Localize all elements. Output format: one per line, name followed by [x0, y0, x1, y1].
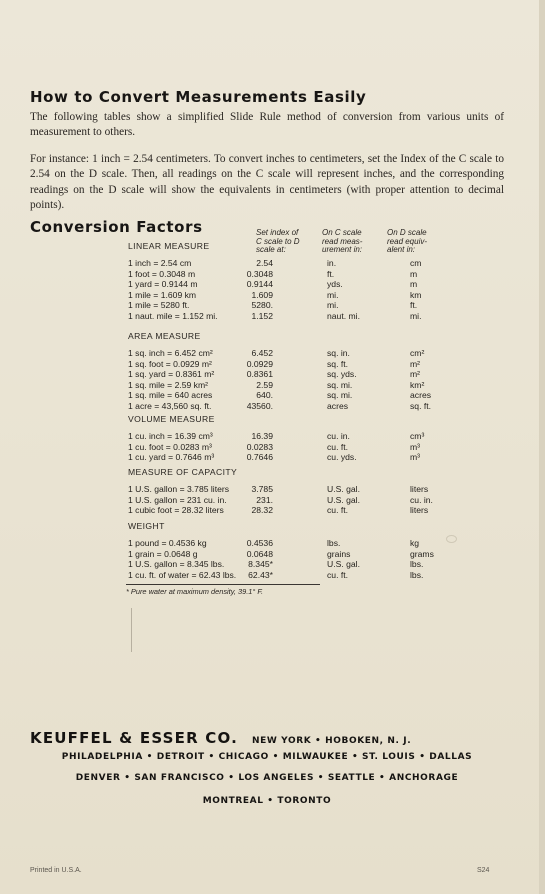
measure-cell: 1 sq. mile = 640 acres	[128, 390, 213, 400]
c-scale-cell: in.	[327, 258, 337, 268]
index-cell: 0.3048	[246, 268, 273, 279]
conversion-row	[0, 401, 545, 411]
measure-cell: 1 yard = 0.9144 m	[128, 279, 198, 289]
conversion-row	[0, 279, 545, 289]
measure-cell: 1 sq. foot = 0.0929 m²	[128, 358, 212, 369]
measure-cell: 1 sq. inch = 6.452 cm²	[128, 348, 213, 358]
index-cell: 0.0283	[246, 441, 273, 452]
conversion-row	[0, 559, 545, 569]
conversion-row	[0, 442, 545, 452]
c-scale-cell: sq. mi.	[327, 390, 353, 400]
index-cell: 2.54	[256, 258, 273, 268]
measure-cell: 1 inch = 2.54 cm	[128, 258, 192, 268]
index-cell: 640.	[256, 390, 273, 400]
c-scale-cell: U.S. gal.	[327, 494, 360, 505]
company-headquarters: NEW YORK • HOBOKEN, N. J.	[252, 736, 412, 746]
intro-paragraph-1: The following tables show a simplified Slide Rule method of conversion from various units of measurement to others.	[30, 111, 504, 139]
section-title: VOLUME MEASURE	[128, 414, 215, 424]
measure-cell: 1 cu. ft. of water = 62.43 lbs.	[128, 569, 237, 580]
c-scale-cell: U.S. gal.	[327, 559, 360, 569]
c-scale-cell: yds.	[327, 279, 343, 289]
d-scale-cell: lbs.	[410, 559, 424, 569]
d-scale-cell: m²	[410, 369, 421, 379]
conversion-row	[0, 570, 545, 580]
measure-cell: 1 foot = 0.3048 m	[128, 268, 196, 279]
c-scale-cell: cu. in.	[327, 431, 350, 441]
c-scale-cell: lbs.	[327, 538, 341, 548]
index-cell: 1.609	[251, 289, 273, 300]
c-scale-cell: sq. mi.	[327, 379, 353, 390]
measure-cell: 1 acre = 43,560 sq. ft.	[128, 400, 212, 411]
conversion-row	[0, 369, 545, 379]
branch-cities-line-3: MONTREAL • TORONTO	[202, 796, 332, 806]
conversion-row	[0, 452, 545, 462]
d-scale-cell: cm²	[410, 348, 425, 358]
measure-cell: 1 sq. yard = 0.8361 m²	[128, 369, 215, 379]
measure-cell: 1 cu. inch = 16.39 cm³	[128, 431, 213, 441]
c-scale-cell: mi.	[327, 289, 339, 300]
index-cell: 0.0648	[246, 548, 273, 559]
measure-cell: 1 sq. mile = 2.59 km²	[128, 379, 208, 390]
column-header-c-scale: On C scale read meas- urement in:	[322, 228, 363, 255]
index-cell: 5280.	[251, 300, 273, 310]
branch-cities-line-1: PHILADELPHIA • DETROIT • CHICAGO • MILWAUKEE • ST. LOUIS • DALLAS	[61, 752, 473, 762]
index-cell: 6.452	[251, 348, 273, 358]
conversion-factors-title: Conversion Factors	[30, 218, 203, 236]
intro-paragraph-2: For instance: 1 inch = 2.54 centimeters. To convert inches to centimeters, set the Index of the C scale to 2.54 on the D scale. Then, all readings on the C scale will represent inches, and the corresponding readings on the D scale will show the equivalents in centimeters (with proper attention to decimal points).	[30, 153, 504, 212]
c-scale-cell: cu. yds.	[327, 452, 357, 462]
d-scale-cell: m³	[410, 441, 421, 452]
section-title: MEASURE OF CAPACITY	[128, 467, 238, 477]
d-scale-cell: km²	[410, 379, 425, 390]
measure-cell: 1 cu. foot = 0.0283 m³	[128, 441, 212, 452]
conversion-row	[0, 505, 545, 515]
d-scale-cell: cm³	[410, 431, 425, 441]
pencil-mark	[131, 608, 132, 652]
index-cell: 43560.	[246, 400, 273, 411]
c-scale-cell: ft.	[327, 268, 335, 279]
measure-cell: 1 grain = 0.0648 g	[128, 548, 198, 559]
d-scale-cell: liters	[410, 505, 429, 515]
d-scale-cell: sq. ft.	[410, 400, 432, 411]
c-scale-cell: grains	[327, 548, 351, 559]
index-cell: 62.43*	[248, 569, 273, 580]
section-title: WEIGHT	[128, 521, 165, 531]
page-heading: How to Convert Measurements Easily	[30, 88, 367, 106]
index-cell: 16.39	[251, 431, 273, 441]
c-scale-cell: U.S. gal.	[327, 484, 360, 494]
conversion-row	[0, 359, 545, 369]
measure-cell: 1 mile = 1.609 km	[128, 289, 197, 300]
d-scale-cell: grams	[410, 548, 434, 559]
d-scale-cell: m²	[410, 358, 421, 369]
conversion-row	[0, 290, 545, 300]
d-scale-cell: acres	[410, 390, 432, 400]
conversion-row	[0, 495, 545, 505]
d-scale-cell: km	[410, 289, 422, 300]
index-cell: 2.59	[256, 379, 273, 390]
d-scale-cell: m	[410, 268, 418, 279]
paper-speck	[446, 535, 457, 543]
index-cell: 1.152	[251, 310, 273, 321]
printed-in-note: Printed in U.S.A.	[30, 867, 82, 874]
d-scale-cell: liters	[410, 484, 429, 494]
measure-cell: 1 cu. yard = 0.7646 m³	[128, 452, 215, 462]
c-scale-cell: cu. ft.	[327, 441, 349, 452]
index-cell: 0.8361	[246, 369, 273, 379]
column-header-index: Set index of C scale to D scale at:	[256, 228, 300, 255]
c-scale-cell: sq. in.	[327, 348, 350, 358]
conversion-row	[0, 431, 545, 441]
conversion-row	[0, 348, 545, 358]
d-scale-cell: m³	[410, 452, 421, 462]
c-scale-cell: cu. ft.	[327, 569, 349, 580]
conversion-row	[0, 258, 545, 268]
measure-cell: 1 mile = 5280 ft.	[128, 300, 190, 310]
measure-cell: 1 naut. mile = 1.152 mi.	[128, 310, 218, 321]
index-cell: 0.0929	[246, 358, 273, 369]
footnote-rule	[126, 584, 320, 585]
conversion-row	[0, 538, 545, 548]
conversion-row	[0, 300, 545, 310]
section-title: LINEAR MEASURE	[128, 241, 210, 251]
measure-cell: 1 U.S. gallon = 3.785 liters	[128, 484, 230, 494]
measure-cell: 1 pound = 0.4536 kg	[128, 538, 207, 548]
index-cell: 0.4536	[246, 538, 273, 548]
column-header-d-scale: On D scale read equiv- alent in:	[387, 228, 428, 255]
c-scale-cell: sq. ft.	[327, 358, 349, 369]
c-scale-cell: cu. ft.	[327, 505, 349, 515]
index-cell: 8.345*	[248, 559, 273, 569]
conversion-row	[0, 484, 545, 494]
company-name: KEUFFEL & ESSER CO.	[30, 729, 239, 747]
d-scale-cell: kg	[410, 538, 420, 548]
section-title: AREA MEASURE	[128, 331, 201, 341]
measure-cell: 1 U.S. gallon = 8.345 lbs.	[128, 559, 225, 569]
conversion-row	[0, 380, 545, 390]
c-scale-cell: naut. mi.	[327, 310, 360, 321]
index-cell: 0.7646	[246, 452, 273, 462]
conversion-row	[0, 549, 545, 559]
c-scale-cell: sq. yds.	[327, 369, 357, 379]
measure-cell: 1 cubic foot = 28.32 liters	[128, 505, 224, 515]
measure-cell: 1 U.S. gallon = 231 cu. in.	[128, 494, 227, 505]
index-cell: 0.9144	[246, 279, 273, 289]
branch-cities-line-2: DENVER • SAN FRANCISCO • LOS ANGELES • SEATTLE • ANCHORAGE	[75, 773, 459, 783]
d-scale-cell: lbs.	[410, 569, 424, 580]
c-scale-cell: mi.	[327, 300, 339, 310]
index-cell: 3.785	[251, 484, 273, 494]
form-code: S24	[477, 867, 490, 874]
company-line	[30, 728, 411, 747]
d-scale-cell: cu. in.	[410, 494, 433, 505]
d-scale-cell: ft.	[410, 300, 418, 310]
d-scale-cell: mi.	[410, 310, 422, 321]
conversion-row	[0, 311, 545, 321]
c-scale-cell: acres	[327, 400, 349, 411]
d-scale-cell: m	[410, 279, 418, 289]
d-scale-cell: cm	[410, 258, 422, 268]
index-cell: 28.32	[251, 505, 273, 515]
conversion-row	[0, 390, 545, 400]
footnote: * Pure water at maximum density, 39.1° F.	[126, 587, 263, 596]
index-cell: 231.	[256, 494, 273, 505]
conversion-row	[0, 269, 545, 279]
